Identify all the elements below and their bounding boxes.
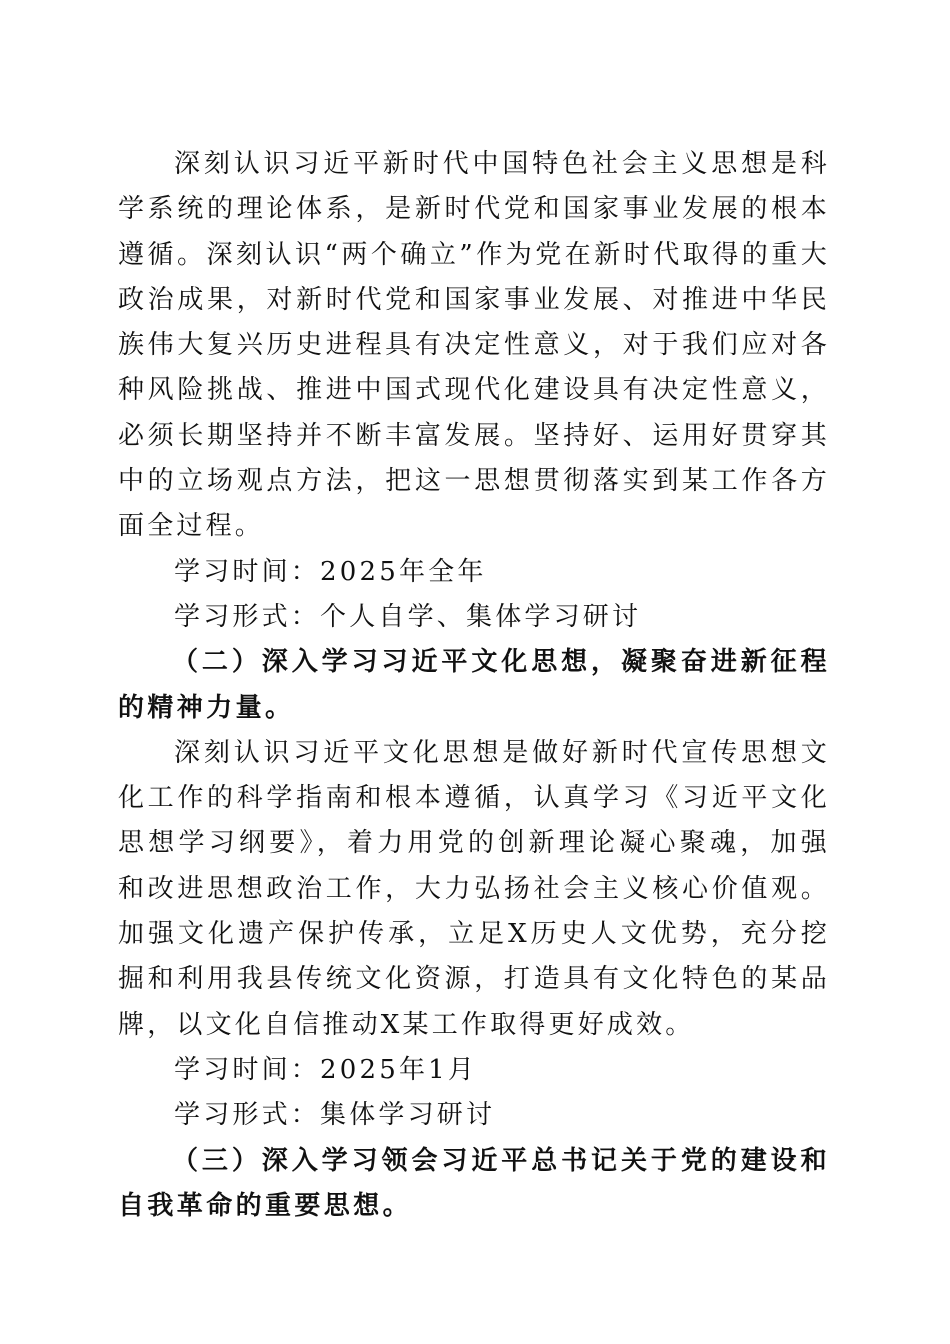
body-paragraph: 深刻认识习近平文化思想是做好新时代宣传思想文化工作的科学指南和根本遵循，认真学习《习近平文化思想学习纲要》，着力用党的创新理论凝心聚魂，加强和改进思想政治工作，大力弘扬社会主义核心价值观。加强文化遗产保护传承，立足X历史人文优势，充分挖掘和利用我县传统文化资源，打造具有文化特色的某品牌，以文化自信推动X某工作取得更好成效。 xyxy=(118,737,830,1040)
study-format-line: 学习形式：集体学习研讨 xyxy=(174,1100,496,1131)
section-heading: （二）深入学习习近平文化思想，凝聚奋进新征程的精神力量。 xyxy=(118,647,830,723)
body-paragraph: 深刻认识习近平新时代中国特色社会主义思想是科学系统的理论体系，是新时代党和国家事业发展的根本遵循。深刻认识“两个确立”作为党在新时代取得的重大政治成果，对新时代党和国家事业发展、对推进中华民族伟大复兴历史进程具有决定性意义，对于我们应对各种风险挑战、推进中国式现代化建设具有决定性意义，必须长期坚持并不断丰富发展。坚持好、运用好贯穿其中的立场观点方法，把这一思想贯彻落实到某工作各方面全过程。 xyxy=(118,149,830,542)
study-format-line: 学习形式：个人自学、集体学习研讨 xyxy=(174,601,642,632)
document-page xyxy=(118,142,830,1229)
study-time-line: 学习时间：2025年全年 xyxy=(174,556,487,587)
study-time-line: 学习时间：2025年1月 xyxy=(174,1054,478,1085)
section-heading: （三）深入学习领会习近平总书记关于党的建设和自我革命的重要思想。 xyxy=(118,1145,830,1221)
